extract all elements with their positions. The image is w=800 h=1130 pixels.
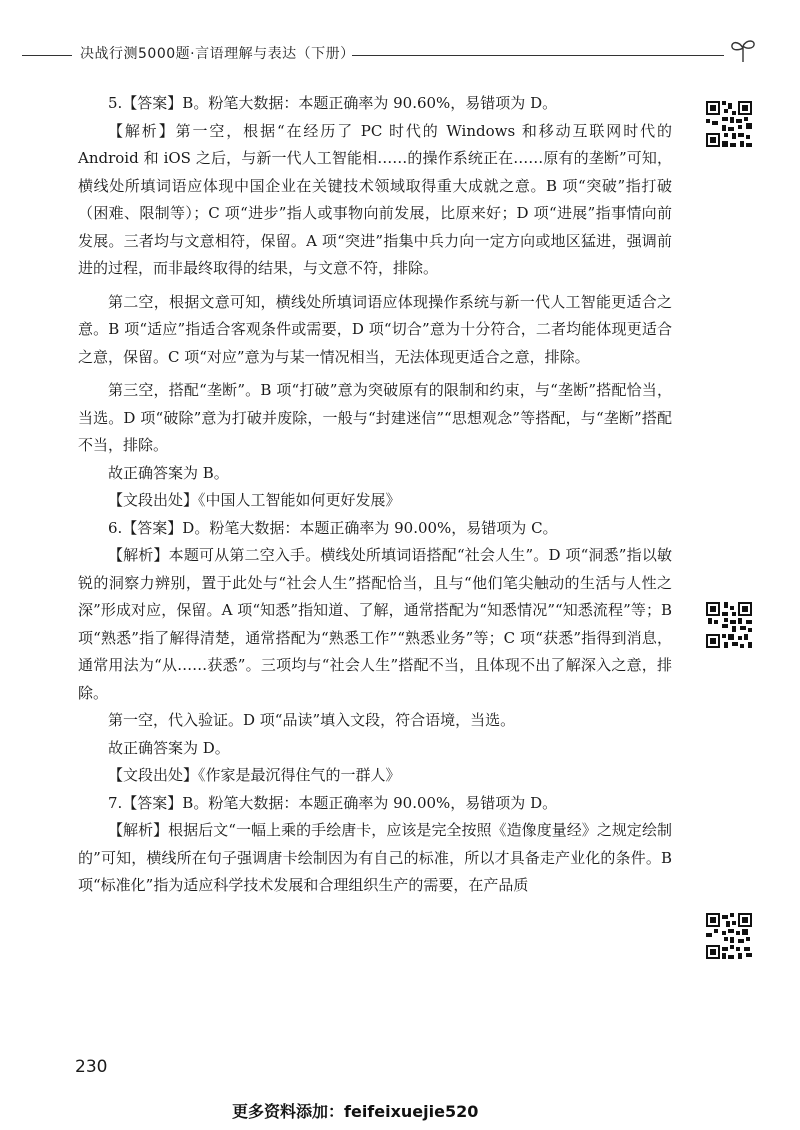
answer-explanations xyxy=(78,90,672,900)
q5-answer: 5.【答案】B。粉笔大数据：本题正确率为 90.60%，易错项为 D。 xyxy=(108,94,558,112)
qr-code-icon[interactable] xyxy=(706,913,752,959)
running-header xyxy=(0,40,800,76)
page-number: 230 xyxy=(75,1057,108,1077)
q6-source: 【文段出处】《作家是最沉得住气的一群人》 xyxy=(108,766,401,784)
q6-analysis-blank1: 第一空，代入验证。D 项“品读”填入文段，符合语境，当选。 xyxy=(108,711,516,729)
footer-note: 更多资料添加：feifeixuejie520 xyxy=(232,1102,479,1121)
qr-code-icon[interactable] xyxy=(706,101,752,147)
header-rule-right xyxy=(352,55,724,56)
q6-answer: 6.【答案】D。粉笔大数据：本题正确率为 90.00%，易错项为 C。 xyxy=(108,518,558,537)
q7-answer: 7.【答案】B。粉笔大数据：本题正确率为 90.00%，易错项为 D。 xyxy=(108,793,558,812)
q5-analysis-blank3: 第三空，搭配“垄断”。B 项“打破”意为突破原有的限制和约束，与“垄断”搭配恰当，当选。D 项“破除”意为打破并废除，一般与“封建迷信”“思想观念”等搭配，与“垄断”搭配不当，排除。 xyxy=(78,381,672,454)
book-title: 决战行测5000题·言语理解与表达（下册） xyxy=(80,46,355,62)
header-rule-left xyxy=(22,55,72,56)
q6-analysis: 【解析】本题可从第二空入手。横线处所填词语搭配“社会人生”。D 项“洞悉”指以敏锐的洞察力辨别，置于此处与“社会人生”搭配恰当，且与“他们笔尖触动的生活与人性之深”形成对应，保留。A 项“知悉”指知道、了解，通常搭配为“知悉情况”“知悉流程”等；B 项“熟悉”指了解得清楚，通常搭配为“熟悉工作”“熟悉业务”等；C 项“获悉”指得到消息，通常用法为“从……获悉”。三项均与“社会人生”搭配不当，且体现不出了解深入之意，排除。 xyxy=(78,546,672,702)
q6-conclusion: 故正确答案为 D。 xyxy=(108,738,230,757)
q7-analysis: 【解析】根据后文“一幅上乘的手绘唐卡，应该是完全按照《造像度量经》之规定绘制的”可知，横线所在句子强调唐卡绘制因为有自己的标准，所以才具备走产业化的条件。B 项“标准化”指为适应科学技术发展和合理组织生产的需要，在产品质 xyxy=(78,821,672,894)
sprout-icon xyxy=(728,36,758,64)
q5-source: 【文段出处】《中国人工智能如何更好发展》 xyxy=(108,491,401,509)
q5-analysis-blank2: 第二空，根据文意可知，横线处所填词语应体现操作系统与新一代人工智能更适合之意。B 项“适应”指适合客观条件或需要，D 项“切合”意为十分符合，二者均能体现更适合之意，保留。C 项“对应”意为与某一情况相当，无法体现更适合之意，排除。 xyxy=(78,292,672,366)
qr-code-icon[interactable] xyxy=(706,602,752,648)
q5-conclusion: 故正确答案为 B。 xyxy=(108,463,229,482)
q5-analysis-blank1: 【解析】第一空，根据“在经历了 PC 时代的 Windows 和移动互联网时代的 Android 和 iOS 之后，与新一代人工智能相……的操作系统正在……原有的垄断”可知，横线处所填词语应体现中国企业在关键技术领域取得重大成就之意。B 项“突破”指打破（困难、限制等）；C 项“进步”指人或事物向前发展，比原来好；D 项“进展”指事情向前发展。三者均与文意相符，保留。A 项“突进”指集中兵力向一定方向或地区猛进，强调前进的过程，而非最终取得的结果，与文意不符，排除。 xyxy=(78,121,672,277)
